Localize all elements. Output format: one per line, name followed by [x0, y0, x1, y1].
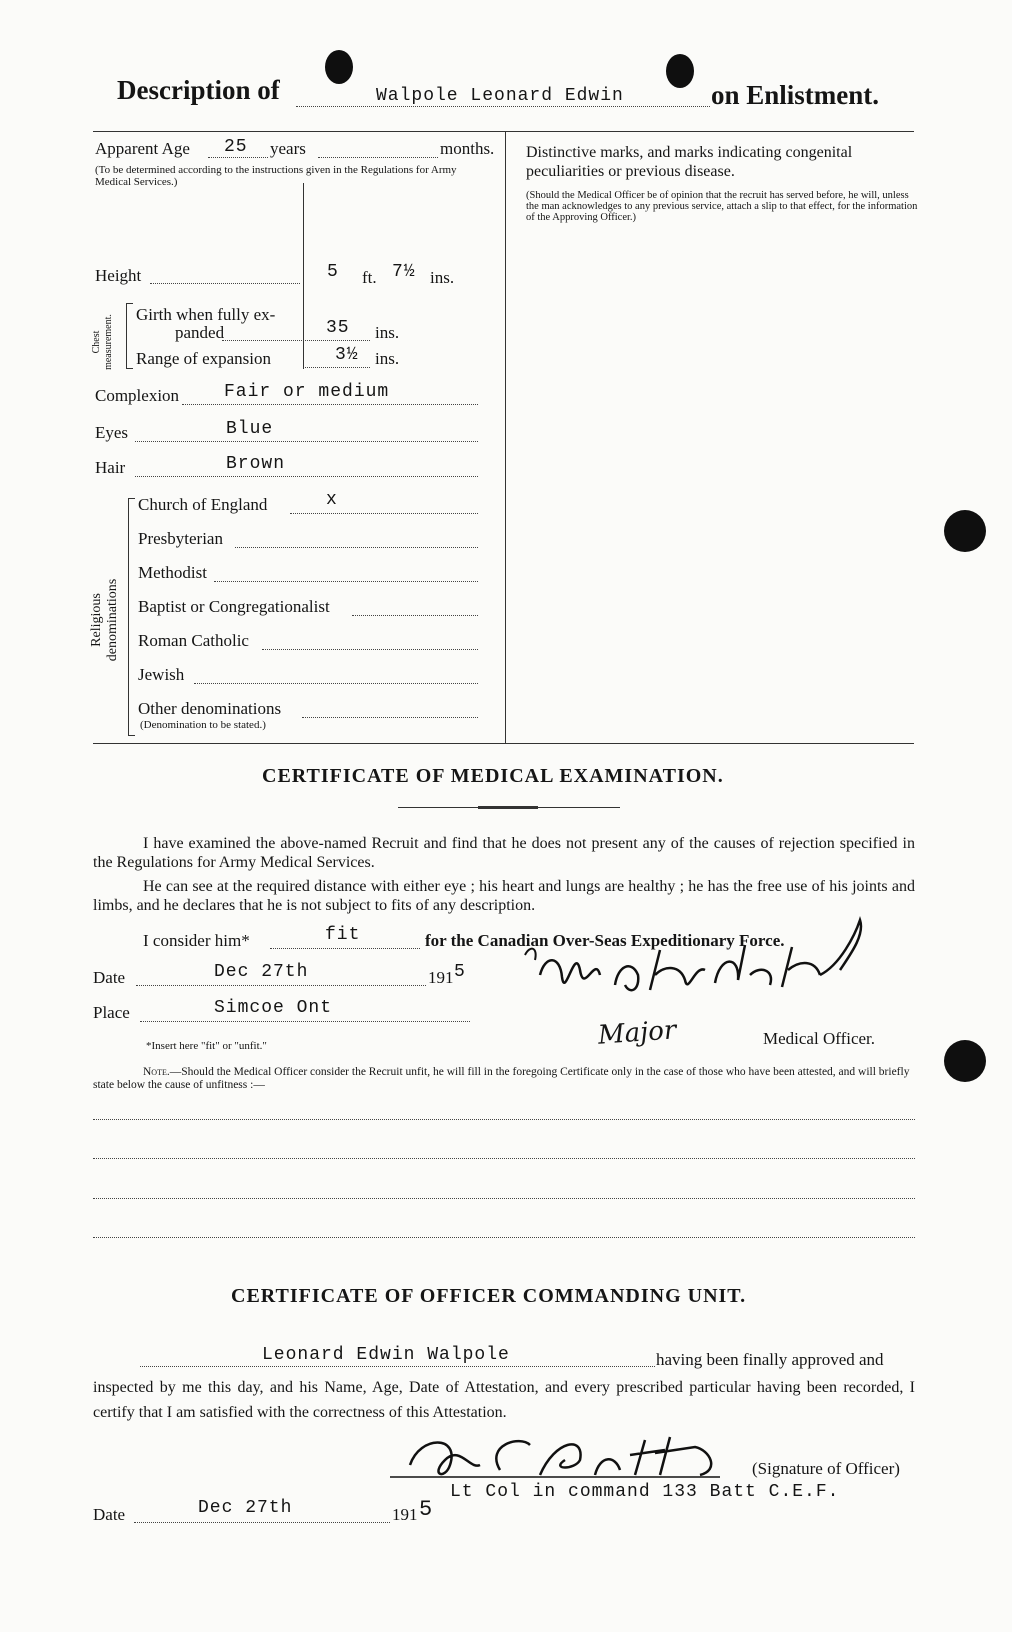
age-note: (To be determined according to the instructions given in the Regulations for Army Medical Services.)	[95, 164, 457, 188]
height-in-value: 7½	[392, 262, 416, 282]
religion-jewish: Jewish	[138, 665, 185, 684]
insert-note: *Insert here "fit" or "unfit."	[146, 1040, 267, 1052]
medical-certificate-title: CERTIFICATE OF MEDICAL EXAMINATION.	[262, 765, 724, 787]
religion-side-label-2: denominations	[105, 578, 120, 662]
eyes-label: Eyes	[95, 423, 129, 442]
years-label: years	[270, 139, 306, 158]
cmd-date-line	[134, 1522, 390, 1523]
medical-date-label: Date	[93, 968, 126, 987]
medical-date-value: Dec 27th	[214, 962, 309, 982]
cmd-having: having been finally approved and	[656, 1350, 884, 1369]
range-value-line	[305, 367, 370, 368]
height-line	[150, 283, 300, 284]
place-line	[140, 1021, 470, 1022]
medical-para-1: I have examined the above-named Recruit and find that he does not present any of the causes of rejection specified in the Regulations for Army Medical Services.	[93, 835, 915, 871]
religion-brace	[128, 498, 135, 736]
range-label: Range of expansion	[136, 349, 272, 368]
coe-mark: x	[326, 490, 338, 510]
chest-side-label: Chest measurement.	[91, 314, 114, 370]
cmd-year-prefix: 191	[392, 1505, 418, 1524]
unfit-line-4	[93, 1237, 915, 1238]
medical-officer-rank-handwritten: Major	[597, 1015, 678, 1051]
religion-baptist: Baptist or Congregationalist	[138, 597, 330, 616]
table-column-divider	[505, 131, 506, 743]
measure-column-line	[303, 183, 304, 369]
fit-line	[270, 948, 420, 949]
medical-date-line	[136, 985, 426, 986]
range-ins: ins.	[375, 349, 400, 368]
note-text: —Should the Medical Officer consider the Recruit unfit, he will fill in the foregoing Certificate only in the case of those who have been attested, and will briefly state below the cause of unfitness :—	[93, 1066, 910, 1091]
presbyterian-line	[235, 547, 478, 548]
fit-value: fit	[325, 925, 361, 945]
eyes-value: Blue	[226, 419, 274, 439]
cmd-name-line	[140, 1366, 655, 1367]
hair-label: Hair	[95, 458, 126, 477]
height-label: Height	[95, 266, 142, 285]
height-ft-value: 5	[327, 262, 339, 282]
medical-year-prefix: 191	[428, 968, 454, 987]
apparent-age-label: Apparent Age	[95, 139, 190, 158]
header-name: Walpole Leonard Edwin	[376, 86, 624, 106]
eyes-line	[135, 441, 478, 442]
months-line	[318, 157, 438, 158]
cmd-rank-value: Lt Col in command 133 Batt C.E.F.	[450, 1482, 840, 1502]
girth-label-1: Girth when fully ex-	[136, 305, 276, 324]
punch-hole-right-lower	[944, 1040, 986, 1082]
ins-label: ins.	[430, 268, 455, 287]
medical-officer-signature	[520, 915, 880, 1035]
signature-of-officer: (Signature of Officer)	[752, 1459, 900, 1478]
girth-label-2: panded	[175, 323, 225, 342]
table-top-rule	[93, 131, 914, 132]
age-value: 25	[224, 137, 248, 157]
commanding-certificate-title: CERTIFICATE OF OFFICER COMMANDING UNIT.	[231, 1285, 747, 1307]
header-on-enlistment: on Enlistment.	[711, 80, 880, 110]
religion-presbyterian: Presbyterian	[138, 529, 223, 548]
methodist-line	[214, 581, 478, 582]
punch-hole-top-left	[325, 50, 353, 84]
girth-line-left	[222, 340, 302, 341]
cmd-year-digit: 5	[419, 1497, 434, 1522]
marks-note: (Should the Medical Officer be of opinion that the recruit has served before, he will, unless the man acknowledges to any previous service, attach a slip to that effect, for the information of the Approving Officer.)	[526, 190, 918, 223]
religion-roman-catholic: Roman Catholic	[138, 631, 249, 650]
header-description-of: Description of	[117, 75, 280, 105]
medical-year-digit: 5	[454, 962, 466, 982]
other-note: (Denomination to be stated.)	[140, 719, 266, 731]
religion-side-label-1: Religious	[89, 593, 104, 647]
chest-brace	[126, 303, 133, 369]
cmd-para: inspected by me this day, and his Name, Age, Date of Attestation, and every prescribed particular having been recorded, I certify that I am satisfied with the correctness of this Attestation.	[93, 1379, 915, 1421]
consider-label: I consider him*	[143, 931, 250, 950]
jewish-line	[194, 683, 478, 684]
punch-hole-right-upper	[944, 510, 986, 552]
place-value: Simcoe Ont	[214, 998, 333, 1018]
complexion-value: Fair or medium	[224, 382, 390, 402]
religion-methodist: Methodist	[138, 563, 207, 582]
girth-value-line	[305, 340, 370, 341]
table-bottom-rule	[93, 743, 914, 744]
cmd-name-value: Leonard Edwin Walpole	[262, 1345, 510, 1365]
marks-heading: Distinctive marks, and marks indicating congenital peculiarities or previous disease.	[526, 144, 853, 180]
cmd-date-value: Dec 27th	[198, 1498, 293, 1518]
range-value: 3½	[335, 345, 359, 365]
header-name-line	[296, 106, 710, 107]
medical-para-2: He can see at the required distance with either eye ; his heart and lungs are healthy ; he has the free use of his joints and limbs, and he declares that he is not subject to fits of any description.	[93, 878, 915, 914]
unfit-line-3	[93, 1198, 915, 1199]
other-line	[302, 717, 478, 718]
hair-value: Brown	[226, 454, 286, 474]
months-label: months.	[440, 139, 495, 158]
roman-catholic-line	[262, 649, 478, 650]
ft-label: ft.	[362, 268, 377, 287]
punch-hole-top-right	[666, 54, 694, 88]
religion-coe: Church of England	[138, 495, 268, 514]
note-label: Note.	[143, 1066, 170, 1078]
hair-line	[135, 476, 478, 477]
complexion-label: Complexion	[95, 386, 180, 405]
religion-other: Other denominations	[138, 699, 282, 718]
age-line	[208, 157, 268, 158]
girth-value: 35	[326, 318, 350, 338]
place-label: Place	[93, 1003, 130, 1022]
unfit-note	[93, 1066, 915, 1092]
unfit-line-1	[93, 1119, 915, 1120]
medical-officer-label: Medical Officer.	[763, 1029, 876, 1048]
coe-line	[290, 513, 478, 514]
baptist-line	[352, 615, 478, 616]
for-force: for the Canadian Over-Seas Expeditionary Force.	[425, 931, 785, 950]
medical-title-rule-mark	[478, 806, 538, 809]
complexion-line	[182, 404, 478, 405]
unfit-line-2	[93, 1158, 915, 1159]
girth-ins: ins.	[375, 323, 400, 342]
cmd-date-label: Date	[93, 1505, 126, 1524]
